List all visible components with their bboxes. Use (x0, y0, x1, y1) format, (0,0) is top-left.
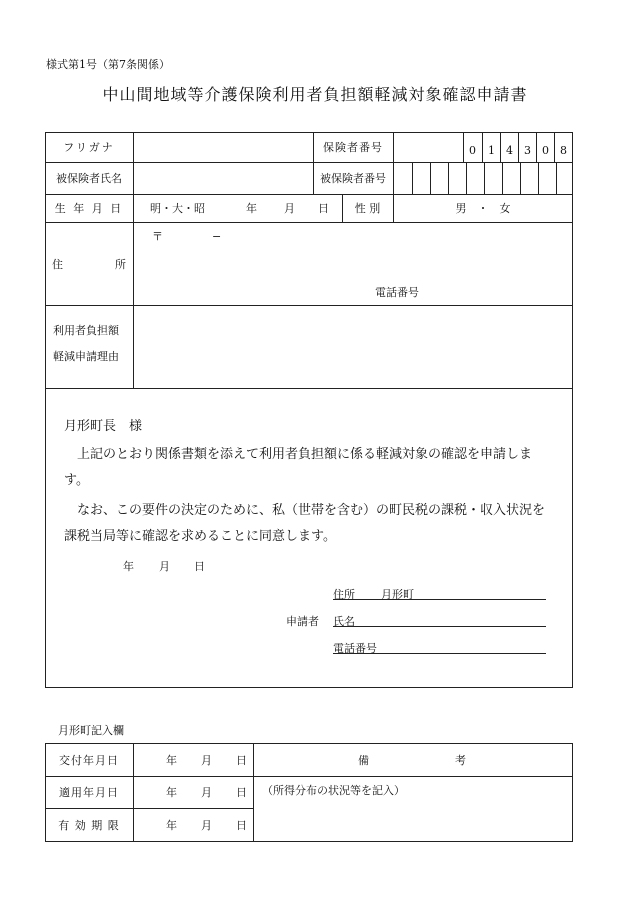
apply-date-day: 日 (236, 786, 247, 799)
date-day: 日 (194, 560, 205, 573)
remarks-note: （所得分布の状況等を記入） (262, 784, 405, 797)
insurer-digit: 8 (560, 143, 567, 157)
birthdate-eras[interactable]: 明・大・昭 (150, 202, 205, 215)
valid-period-month: 月 (201, 819, 212, 832)
applicant-address-label: 住所 (333, 588, 355, 601)
issue-date-label: 交付年月日 (59, 753, 119, 767)
reason-label-2: 軽減申請理由 (53, 350, 119, 363)
reason-field[interactable] (140, 310, 565, 382)
address-phone-label: 電話番号 (375, 286, 419, 299)
insurer-digit: 0 (469, 143, 476, 157)
valid-period-label: 有 効 期 限 (58, 819, 120, 832)
furigana-field[interactable] (134, 132, 313, 162)
insured-number-label: 被保険者番号 (320, 172, 386, 185)
insurer-digit: 0 (542, 143, 549, 157)
issue-date-day: 日 (236, 753, 247, 767)
statement-para1-line2: す。 (64, 473, 89, 488)
address-label-1: 住 (52, 258, 63, 271)
furigana-label: フリガナ (63, 141, 115, 154)
insured-number-field[interactable] (394, 162, 572, 194)
date-month: 月 (159, 560, 170, 573)
applicant-phone-label: 電話番号 (333, 642, 377, 655)
date-year: 年 (123, 560, 134, 573)
birthdate-year: 年 (246, 202, 257, 215)
applicant-address-value: 月形町 (381, 588, 414, 601)
postal-mark: 〒 (152, 230, 163, 243)
address-field[interactable] (140, 248, 560, 276)
applicant-label: 申請者 (286, 615, 319, 628)
apply-date-label: 適用年月日 (59, 786, 119, 799)
valid-period-year: 年 (166, 819, 177, 832)
insurer-number-label: 保険者番号 (323, 141, 383, 154)
remarks-label-2: 考 (455, 753, 466, 767)
reason-label-1: 利用者負担額 (53, 324, 119, 337)
apply-date-year: 年 (166, 786, 177, 799)
birthdate-month: 月 (284, 202, 295, 215)
insured-name-label: 被保険者氏名 (56, 172, 122, 185)
document-title: 中山間地域等介護保険利用者負担額軽減対象確認申請書 (102, 85, 528, 104)
form-number: 様式第1号（第7条関係） (46, 58, 170, 71)
remarks-field[interactable] (258, 800, 568, 838)
statement-para2-line2: 課税当局等に確認を求めることに同意します。 (64, 529, 336, 544)
statement-para1-line1: 上記のとおり関係書類を添えて利用者負担額に係る軽減対象の確認を申請しま (77, 447, 533, 462)
remarks-label-1: 備 (358, 753, 369, 767)
insurer-digit: 4 (506, 143, 513, 157)
postal-dash: − (212, 229, 222, 243)
insurer-digit: 3 (524, 143, 531, 157)
address-label-2: 所 (115, 258, 126, 271)
sex-label: 性 別 (354, 202, 381, 215)
applicant-name-line[interactable] (333, 626, 546, 627)
applicant-phone-line[interactable] (333, 653, 546, 654)
sex-options[interactable]: 男 ・ 女 (455, 202, 511, 215)
applicant-address-line[interactable] (333, 599, 546, 600)
insured-name-field[interactable] (134, 162, 313, 194)
applicant-name-label: 氏名 (333, 615, 355, 628)
apply-date-month: 月 (201, 786, 212, 799)
issue-date-year: 年 (166, 753, 177, 767)
statement-para2-line1: なお、この要件の決定のために、私（世帯を含む）の町民税の課税・収入状況を (77, 503, 546, 518)
birthdate-label: 生 年 月 日 (54, 202, 124, 215)
office-use-title: 月形町記入欄 (58, 724, 124, 737)
insurer-digit: 1 (488, 143, 495, 157)
addressee: 月形町長 様 (64, 419, 143, 434)
valid-period-day: 日 (236, 819, 247, 832)
birthdate-day: 日 (318, 202, 329, 215)
issue-date-month: 月 (201, 753, 212, 767)
